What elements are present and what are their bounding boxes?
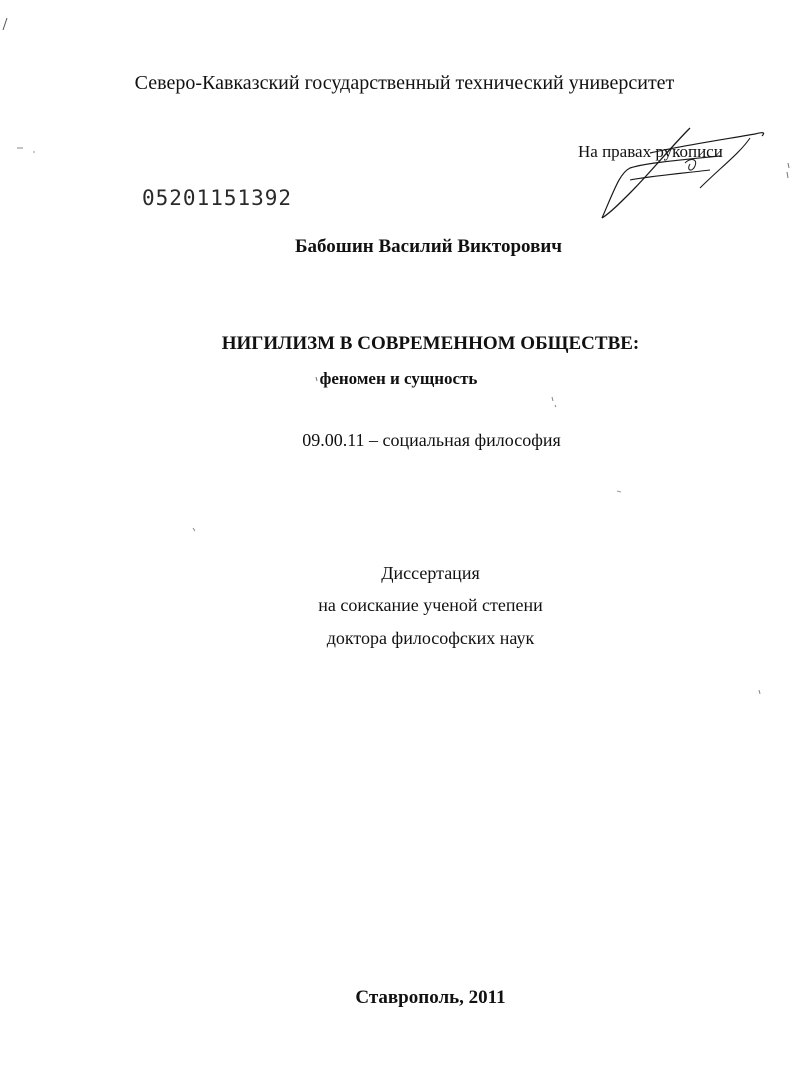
degree-line-1: на соискание ученой степени <box>318 595 543 615</box>
degree-line-2: доктора философских наук <box>326 628 535 648</box>
rights-note: На правах рукописи <box>578 142 723 161</box>
dissertation-subtitle: феномен и сущность <box>319 369 478 388</box>
dissertation-type: Диссертация <box>381 563 480 583</box>
city-year: Ставрополь, 2011 <box>355 987 506 1008</box>
handwritten-signature <box>590 118 775 228</box>
archive-number: 05201151392 <box>142 186 293 210</box>
university-name: Северо-Кавказский государственный технический университет <box>134 72 675 94</box>
specialty-code: 09.00.11 – социальная философия <box>302 430 561 450</box>
dissertation-title: НИГИЛИЗМ В СОВРЕМЕННОМ ОБЩЕСТВЕ: <box>221 333 640 354</box>
author-name: Бабошин Василий Викторович <box>294 236 563 257</box>
